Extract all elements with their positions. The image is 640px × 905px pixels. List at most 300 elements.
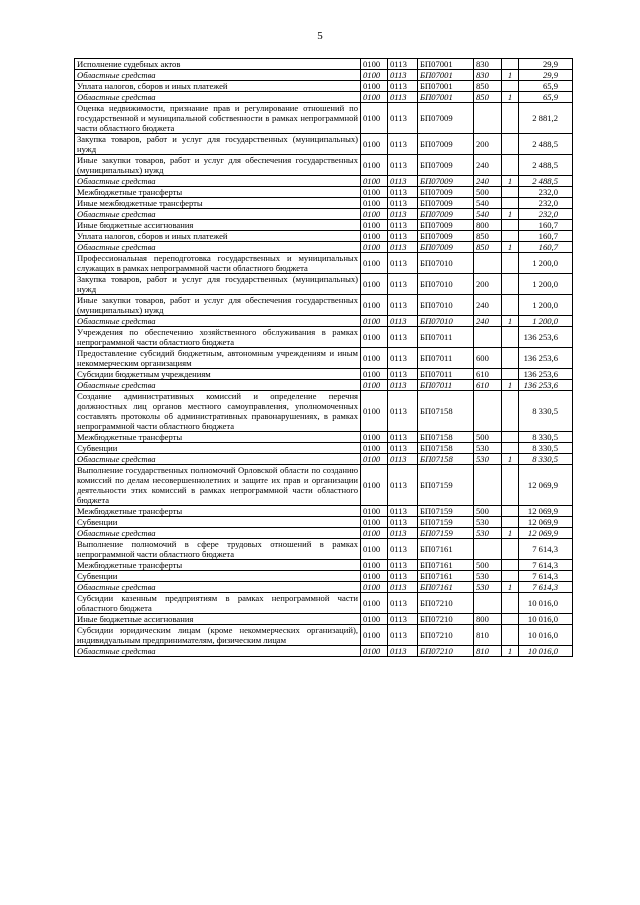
row-subsection-code: 0113 — [388, 517, 418, 528]
row-section-code: 0100 — [361, 443, 388, 454]
row-name-cell: Субсидии бюджетным учреждениям — [75, 369, 361, 380]
row-section-code: 0100 — [361, 582, 388, 593]
row-amount: 2 488,5 — [519, 134, 573, 155]
row-source-code — [502, 391, 519, 432]
row-amount: 1 200,0 — [519, 316, 573, 327]
table-row — [75, 253, 573, 274]
row-target-article-code: БП07161 — [418, 539, 474, 560]
row-amount: 160,7 — [519, 220, 573, 231]
row-name-cell: Иные бюджетные ассигнования — [75, 614, 361, 625]
row-amount: 232,0 — [519, 187, 573, 198]
row-amount: 1 200,0 — [519, 274, 573, 295]
row-expense-type-code — [474, 465, 502, 506]
row-amount: 12 069,9 — [519, 517, 573, 528]
row-amount: 12 069,9 — [519, 528, 573, 539]
row-section-code: 0100 — [361, 380, 388, 391]
row-subsection-code: 0113 — [388, 528, 418, 539]
table-row-regional-funds — [75, 242, 573, 253]
row-target-article-code: БП07011 — [418, 327, 474, 348]
row-subsection-code: 0113 — [388, 81, 418, 92]
row-section-code: 0100 — [361, 253, 388, 274]
row-amount: 2 488,5 — [519, 155, 573, 176]
row-target-article-code: БП07009 — [418, 242, 474, 253]
row-name-cell: Областные средства — [75, 92, 361, 103]
row-target-article-code: БП07009 — [418, 176, 474, 187]
row-expense-type-code — [474, 593, 502, 614]
table-row — [75, 571, 573, 582]
row-section-code: 0100 — [361, 614, 388, 625]
table-row — [75, 369, 573, 380]
row-section-code: 0100 — [361, 242, 388, 253]
row-source-code — [502, 465, 519, 506]
row-target-article-code: БП07011 — [418, 380, 474, 391]
row-subsection-code: 0113 — [388, 209, 418, 220]
row-expense-type-code: 500 — [474, 432, 502, 443]
row-subsection-code: 0113 — [388, 274, 418, 295]
row-section-code: 0100 — [361, 176, 388, 187]
table-row — [75, 231, 573, 242]
row-amount: 65,9 — [519, 81, 573, 92]
row-name-cell: Выполнение полномочий в сфере трудовых отношений в рамках непрограммной части областного бюджета — [75, 539, 361, 560]
row-expense-type-code: 850 — [474, 242, 502, 253]
row-target-article-code: БП07009 — [418, 198, 474, 209]
row-amount: 7 614,3 — [519, 560, 573, 571]
row-source-code — [502, 571, 519, 582]
row-name-cell: Межбюджетные трансферты — [75, 506, 361, 517]
row-amount: 10 016,0 — [519, 625, 573, 646]
row-expense-type-code: 830 — [474, 70, 502, 81]
table-row — [75, 220, 573, 231]
budget-table — [74, 58, 573, 657]
row-amount: 232,0 — [519, 198, 573, 209]
row-source-code — [502, 560, 519, 571]
row-section-code: 0100 — [361, 327, 388, 348]
table-row — [75, 187, 573, 198]
table-row — [75, 348, 573, 369]
row-amount: 7 614,3 — [519, 539, 573, 560]
row-target-article-code: БП07009 — [418, 103, 474, 134]
row-section-code: 0100 — [361, 316, 388, 327]
row-source-code — [502, 253, 519, 274]
table-row-regional-funds — [75, 70, 573, 81]
row-source-code — [502, 443, 519, 454]
table-row — [75, 432, 573, 443]
row-name-cell: Уплата налогов, сборов и иных платежей — [75, 231, 361, 242]
row-expense-type-code: 240 — [474, 316, 502, 327]
row-source-code — [502, 274, 519, 295]
row-section-code: 0100 — [361, 81, 388, 92]
row-source-code — [502, 327, 519, 348]
row-expense-type-code: 200 — [474, 134, 502, 155]
row-subsection-code: 0113 — [388, 369, 418, 380]
row-subsection-code: 0113 — [388, 176, 418, 187]
row-name-cell: Областные средства — [75, 380, 361, 391]
row-section-code: 0100 — [361, 155, 388, 176]
row-expense-type-code: 850 — [474, 92, 502, 103]
row-section-code: 0100 — [361, 528, 388, 539]
row-expense-type-code — [474, 539, 502, 560]
row-target-article-code: БП07159 — [418, 465, 474, 506]
row-target-article-code: БП07159 — [418, 506, 474, 517]
row-name-cell: Межбюджетные трансферты — [75, 560, 361, 571]
row-amount: 12 069,9 — [519, 506, 573, 517]
row-name-cell: Субвенции — [75, 517, 361, 528]
row-section-code: 0100 — [361, 646, 388, 657]
row-amount: 160,7 — [519, 242, 573, 253]
row-amount: 160,7 — [519, 231, 573, 242]
table-row-regional-funds — [75, 380, 573, 391]
table-row — [75, 103, 573, 134]
table-row — [75, 443, 573, 454]
row-name-cell: Уплата налогов, сборов и иных платежей — [75, 81, 361, 92]
row-expense-type-code: 610 — [474, 380, 502, 391]
table-row-regional-funds — [75, 582, 573, 593]
row-section-code: 0100 — [361, 454, 388, 465]
row-target-article-code: БП07159 — [418, 528, 474, 539]
row-section-code: 0100 — [361, 539, 388, 560]
row-expense-type-code: 800 — [474, 614, 502, 625]
row-subsection-code: 0113 — [388, 582, 418, 593]
budget-table-body — [75, 59, 573, 657]
row-amount: 10 016,0 — [519, 614, 573, 625]
row-source-code — [502, 134, 519, 155]
row-amount: 136 253,6 — [519, 348, 573, 369]
table-row-regional-funds — [75, 528, 573, 539]
row-subsection-code: 0113 — [388, 506, 418, 517]
row-name-cell: Иные бюджетные ассигнования — [75, 220, 361, 231]
row-amount: 136 253,6 — [519, 327, 573, 348]
row-subsection-code: 0113 — [388, 391, 418, 432]
row-section-code: 0100 — [361, 369, 388, 380]
row-target-article-code: БП07158 — [418, 443, 474, 454]
row-target-article-code: БП07001 — [418, 92, 474, 103]
row-target-article-code: БП07010 — [418, 316, 474, 327]
row-target-article-code: БП07009 — [418, 155, 474, 176]
row-subsection-code: 0113 — [388, 70, 418, 81]
row-name-cell: Иные межбюджетные трансферты — [75, 198, 361, 209]
row-subsection-code: 0113 — [388, 220, 418, 231]
row-target-article-code: БП07158 — [418, 454, 474, 465]
row-section-code: 0100 — [361, 432, 388, 443]
row-section-code: 0100 — [361, 593, 388, 614]
row-source-code: 1 — [502, 176, 519, 187]
row-name-cell: Субсидии юридическим лицам (кроме некоммерческих организаций), индивидуальным предпринимателям, физическим лицам — [75, 625, 361, 646]
row-amount: 8 330,5 — [519, 432, 573, 443]
row-amount: 1 200,0 — [519, 295, 573, 316]
row-amount: 7 614,3 — [519, 582, 573, 593]
row-expense-type-code: 830 — [474, 59, 502, 70]
row-source-code — [502, 517, 519, 528]
row-section-code: 0100 — [361, 465, 388, 506]
row-name-cell: Областные средства — [75, 646, 361, 657]
row-subsection-code: 0113 — [388, 539, 418, 560]
row-expense-type-code: 610 — [474, 369, 502, 380]
row-amount: 136 253,6 — [519, 369, 573, 380]
table-row-regional-funds — [75, 454, 573, 465]
row-name-cell: Профессиональная переподготовка государственных и муниципальных служащих в рамках непрограммной части областного бюджета — [75, 253, 361, 274]
row-source-code — [502, 81, 519, 92]
row-name-cell: Областные средства — [75, 209, 361, 220]
row-name-cell: Субвенции — [75, 571, 361, 582]
row-target-article-code: БП07009 — [418, 231, 474, 242]
row-expense-type-code: 240 — [474, 155, 502, 176]
row-section-code: 0100 — [361, 187, 388, 198]
row-source-code: 1 — [502, 242, 519, 253]
row-section-code: 0100 — [361, 295, 388, 316]
row-amount: 7 614,3 — [519, 571, 573, 582]
row-source-code — [502, 103, 519, 134]
row-name-cell: Закупка товаров, работ и услуг для государственных (муниципальных) нужд — [75, 134, 361, 155]
row-target-article-code: БП07158 — [418, 432, 474, 443]
row-expense-type-code: 600 — [474, 348, 502, 369]
row-name-cell: Областные средства — [75, 176, 361, 187]
row-section-code: 0100 — [361, 220, 388, 231]
row-name-cell: Учреждения по обеспечению хозяйственного обслуживания в рамках непрограммной части областного бюджета — [75, 327, 361, 348]
row-name-cell: Оценка недвижимости, признание прав и регулирование отношений по государственной и муниципальной собственности в рамках непрограммной части областного бюджета — [75, 103, 361, 134]
row-source-code: 1 — [502, 454, 519, 465]
row-source-code — [502, 231, 519, 242]
row-expense-type-code: 240 — [474, 295, 502, 316]
row-section-code: 0100 — [361, 231, 388, 242]
row-subsection-code: 0113 — [388, 646, 418, 657]
row-expense-type-code — [474, 103, 502, 134]
row-section-code: 0100 — [361, 506, 388, 517]
row-expense-type-code: 530 — [474, 528, 502, 539]
row-source-code — [502, 348, 519, 369]
row-target-article-code: БП07161 — [418, 560, 474, 571]
table-row-regional-funds — [75, 646, 573, 657]
row-subsection-code: 0113 — [388, 348, 418, 369]
row-expense-type-code: 850 — [474, 231, 502, 242]
row-subsection-code: 0113 — [388, 92, 418, 103]
row-subsection-code: 0113 — [388, 253, 418, 274]
row-source-code — [502, 614, 519, 625]
table-row — [75, 625, 573, 646]
row-expense-type-code: 810 — [474, 646, 502, 657]
table-row-regional-funds — [75, 176, 573, 187]
row-section-code: 0100 — [361, 560, 388, 571]
row-name-cell: Субсидии казенным предприятиям в рамках непрограммной части областного бюджета — [75, 593, 361, 614]
row-target-article-code: БП07161 — [418, 582, 474, 593]
row-subsection-code: 0113 — [388, 454, 418, 465]
row-expense-type-code: 540 — [474, 198, 502, 209]
row-name-cell: Исполнение судебных актов — [75, 59, 361, 70]
row-section-code: 0100 — [361, 70, 388, 81]
row-subsection-code: 0113 — [388, 560, 418, 571]
row-expense-type-code — [474, 253, 502, 274]
table-row — [75, 134, 573, 155]
row-expense-type-code: 530 — [474, 571, 502, 582]
row-expense-type-code: 850 — [474, 81, 502, 92]
row-target-article-code: БП07010 — [418, 274, 474, 295]
row-section-code: 0100 — [361, 517, 388, 528]
row-subsection-code: 0113 — [388, 134, 418, 155]
row-expense-type-code: 810 — [474, 625, 502, 646]
table-row — [75, 593, 573, 614]
table-row — [75, 560, 573, 571]
table-row — [75, 295, 573, 316]
row-name-cell: Областные средства — [75, 242, 361, 253]
row-section-code: 0100 — [361, 59, 388, 70]
row-name-cell: Выполнение государственных полномочий Орловской области по созданию комиссий по делам несовершеннолетних и защите их прав и организации деятельности этих комиссий в рамках непрограммной части областного бюджета — [75, 465, 361, 506]
row-subsection-code: 0113 — [388, 571, 418, 582]
row-amount: 29,9 — [519, 70, 573, 81]
row-amount: 12 069,9 — [519, 465, 573, 506]
row-name-cell: Иные закупки товаров, работ и услуг для обеспечения государственных (муниципальных) нужд — [75, 295, 361, 316]
table-row — [75, 198, 573, 209]
table-row — [75, 539, 573, 560]
row-expense-type-code: 500 — [474, 187, 502, 198]
row-section-code: 0100 — [361, 92, 388, 103]
row-expense-type-code: 530 — [474, 454, 502, 465]
row-subsection-code: 0113 — [388, 231, 418, 242]
row-target-article-code: БП07210 — [418, 593, 474, 614]
row-section-code: 0100 — [361, 625, 388, 646]
table-row — [75, 465, 573, 506]
row-subsection-code: 0113 — [388, 614, 418, 625]
row-amount: 232,0 — [519, 209, 573, 220]
row-target-article-code: БП07009 — [418, 220, 474, 231]
row-amount: 136 253,6 — [519, 380, 573, 391]
table-row-regional-funds — [75, 92, 573, 103]
row-source-code: 1 — [502, 646, 519, 657]
row-name-cell: Иные закупки товаров, работ и услуг для обеспечения государственных (муниципальных) нужд — [75, 155, 361, 176]
table-row — [75, 391, 573, 432]
row-name-cell: Областные средства — [75, 316, 361, 327]
page-number: 5 — [317, 30, 323, 42]
row-subsection-code: 0113 — [388, 593, 418, 614]
row-amount: 2 881,2 — [519, 103, 573, 134]
row-source-code: 1 — [502, 380, 519, 391]
row-source-code: 1 — [502, 316, 519, 327]
row-section-code: 0100 — [361, 103, 388, 134]
row-subsection-code: 0113 — [388, 380, 418, 391]
row-subsection-code: 0113 — [388, 295, 418, 316]
row-section-code: 0100 — [361, 391, 388, 432]
row-section-code: 0100 — [361, 198, 388, 209]
row-subsection-code: 0113 — [388, 198, 418, 209]
row-subsection-code: 0113 — [388, 432, 418, 443]
row-subsection-code: 0113 — [388, 103, 418, 134]
table-row — [75, 517, 573, 528]
row-section-code: 0100 — [361, 348, 388, 369]
table-row-regional-funds — [75, 209, 573, 220]
row-section-code: 0100 — [361, 571, 388, 582]
row-expense-type-code: 530 — [474, 517, 502, 528]
row-expense-type-code: 240 — [474, 176, 502, 187]
row-target-article-code: БП07161 — [418, 571, 474, 582]
row-expense-type-code — [474, 327, 502, 348]
row-subsection-code: 0113 — [388, 443, 418, 454]
row-source-code — [502, 432, 519, 443]
row-subsection-code: 0113 — [388, 625, 418, 646]
row-amount: 10 016,0 — [519, 593, 573, 614]
row-source-code: 1 — [502, 582, 519, 593]
row-expense-type-code: 540 — [474, 209, 502, 220]
row-name-cell: Межбюджетные трансферты — [75, 187, 361, 198]
row-section-code: 0100 — [361, 134, 388, 155]
row-source-code — [502, 59, 519, 70]
row-target-article-code: БП07009 — [418, 209, 474, 220]
row-subsection-code: 0113 — [388, 465, 418, 506]
row-target-article-code: БП07001 — [418, 81, 474, 92]
row-expense-type-code: 530 — [474, 582, 502, 593]
row-subsection-code: 0113 — [388, 155, 418, 176]
row-target-article-code: БП07011 — [418, 369, 474, 380]
row-subsection-code: 0113 — [388, 59, 418, 70]
row-expense-type-code: 200 — [474, 274, 502, 295]
row-name-cell: Областные средства — [75, 582, 361, 593]
row-source-code — [502, 539, 519, 560]
row-name-cell: Создание административных комиссий и определение перечня должностных лиц органов местного самоуправления, уполномоченных составлять протоколы об административных правонарушениях, в рамках непрограммной части областного бюджета — [75, 391, 361, 432]
row-target-article-code: БП07210 — [418, 646, 474, 657]
row-target-article-code: БП07011 — [418, 348, 474, 369]
row-amount: 65,9 — [519, 92, 573, 103]
row-source-code — [502, 155, 519, 176]
row-source-code — [502, 295, 519, 316]
row-name-cell: Областные средства — [75, 70, 361, 81]
row-target-article-code: БП07210 — [418, 625, 474, 646]
row-name-cell: Предоставление субсидий бюджетным, автономным учреждениям и иным некоммерческим организациям — [75, 348, 361, 369]
row-expense-type-code: 500 — [474, 560, 502, 571]
row-source-code: 1 — [502, 92, 519, 103]
row-target-article-code: БП07010 — [418, 295, 474, 316]
row-name-cell: Межбюджетные трансферты — [75, 432, 361, 443]
row-section-code: 0100 — [361, 274, 388, 295]
table-row-regional-funds — [75, 316, 573, 327]
row-source-code — [502, 369, 519, 380]
row-target-article-code: БП07210 — [418, 614, 474, 625]
row-amount: 2 488,5 — [519, 176, 573, 187]
row-source-code — [502, 625, 519, 646]
row-target-article-code: БП07010 — [418, 253, 474, 274]
row-subsection-code: 0113 — [388, 187, 418, 198]
row-target-article-code: БП07001 — [418, 59, 474, 70]
row-source-code — [502, 506, 519, 517]
row-source-code: 1 — [502, 209, 519, 220]
row-source-code: 1 — [502, 70, 519, 81]
table-row — [75, 506, 573, 517]
row-section-code: 0100 — [361, 209, 388, 220]
row-source-code — [502, 593, 519, 614]
table-row — [75, 155, 573, 176]
table-row — [75, 81, 573, 92]
table-row — [75, 59, 573, 70]
row-amount: 10 016,0 — [519, 646, 573, 657]
row-name-cell: Областные средства — [75, 528, 361, 539]
row-amount: 29,9 — [519, 59, 573, 70]
row-source-code: 1 — [502, 528, 519, 539]
row-name-cell: Закупка товаров, работ и услуг для государственных (муниципальных) нужд — [75, 274, 361, 295]
row-amount: 8 330,5 — [519, 454, 573, 465]
row-name-cell: Областные средства — [75, 454, 361, 465]
row-amount: 8 330,5 — [519, 443, 573, 454]
row-expense-type-code: 500 — [474, 506, 502, 517]
row-expense-type-code: 530 — [474, 443, 502, 454]
row-source-code — [502, 198, 519, 209]
row-subsection-code: 0113 — [388, 316, 418, 327]
row-target-article-code: БП07009 — [418, 187, 474, 198]
table-row — [75, 274, 573, 295]
row-subsection-code: 0113 — [388, 327, 418, 348]
row-amount: 8 330,5 — [519, 391, 573, 432]
row-name-cell: Субвенции — [75, 443, 361, 454]
row-source-code — [502, 187, 519, 198]
row-source-code — [502, 220, 519, 231]
table-row — [75, 614, 573, 625]
row-target-article-code: БП07158 — [418, 391, 474, 432]
row-target-article-code: БП07159 — [418, 517, 474, 528]
